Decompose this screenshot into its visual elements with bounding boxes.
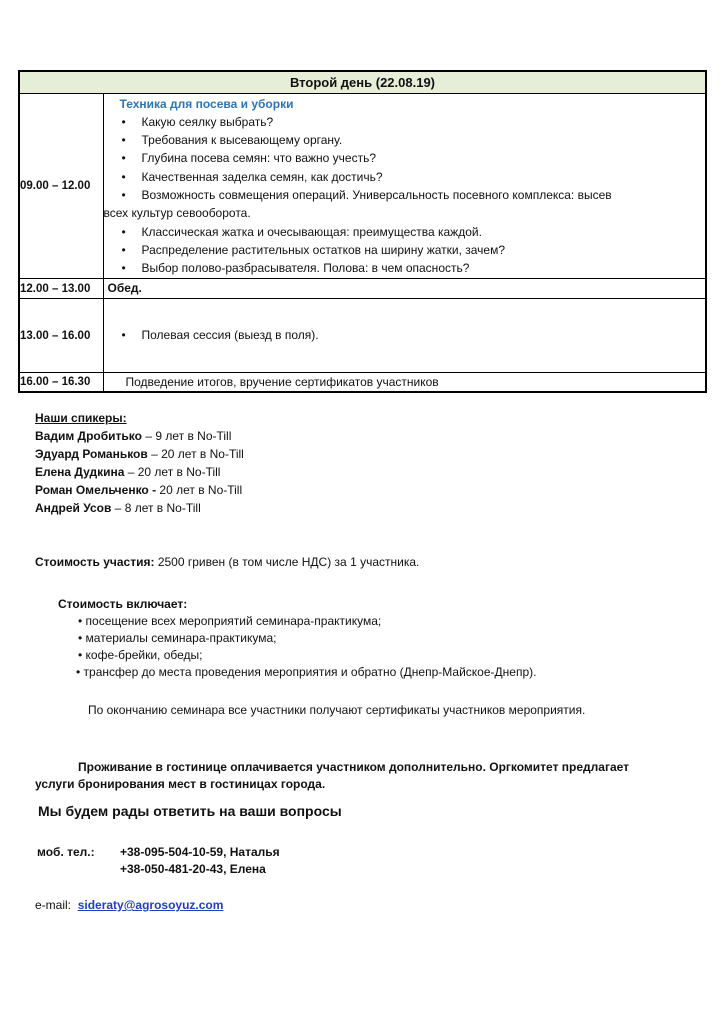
includes-item: • материалы семинара-практикума; [78, 631, 277, 645]
list-item-continuation: всех культур севооборота. [103, 206, 251, 221]
list-item: • Возможность совмещения операций. Универсальность посевного комплекса: высев [121, 188, 612, 202]
phone-label: моб. тел.: [37, 845, 95, 859]
speaker-line: Эдуард Романьков – 20 лет в No-Till [35, 447, 244, 461]
includes-title: Стоимость включает: [58, 597, 188, 611]
phone-number: +38-095-504-10-59, Наталья [120, 845, 280, 859]
questions-heading: Мы будем рады ответить на ваши вопросы [38, 803, 342, 819]
summary-text: Подведение итогов, вручение сертификатов участников [103, 373, 706, 393]
list-item: • Глубина посева семян: что важно учесть? [121, 151, 377, 166]
includes-item: • посещение всех мероприятий семинара-практикума; [78, 614, 382, 628]
accommodation-line: Проживание в гостинице оплачивается участником дополнительно. Оргкомитет предлагает [78, 760, 630, 774]
time-cell: 12.00 – 13.00 [19, 279, 103, 299]
speaker-line: Елена Дудкина – 20 лет в No-Till [35, 465, 221, 479]
time-cell: 16.00 – 16.30 [19, 373, 103, 393]
list-item: • Выбор полово-разбрасывателя. Полова: в чем опасность? [121, 261, 470, 276]
includes-item: • трансфер до места проведения мероприятия и обратно (Днепр-Майское-Днепр). [76, 665, 537, 679]
lunch-text: Обед. [103, 279, 706, 299]
list-item: • Классическая жатка и очесывающая: преимущества каждой. [121, 224, 482, 239]
speaker-line: Роман Омельченко - 20 лет в No-Till [35, 483, 243, 497]
speakers-title: Наши спикеры: [35, 411, 127, 425]
schedule-table [18, 70, 707, 393]
accommodation-line: услуги бронирования мест в гостиницах города. [35, 777, 326, 791]
schedule-content [103, 94, 706, 279]
email-link[interactable]: sideraty@agrosoyuz.com [77, 898, 224, 912]
list-item: • Распределение растительных остатков на ширину жатки, зачем? [121, 242, 506, 257]
list-item: • Какую сеялку выбрать? [121, 114, 274, 129]
section-title: Техника для посева и уборки [119, 96, 294, 111]
time-cell: 13.00 – 16.00 [19, 299, 103, 373]
list-item: • Качественная заделка семян, как достичь? [121, 169, 383, 184]
time-cell: 09.00 – 12.00 [19, 94, 103, 279]
cost-line: Стоимость участия: 2500 гривен (в том числе НДС) за 1 участника. [35, 555, 420, 569]
email-label: e-mail: [35, 898, 72, 912]
speaker-line: Вадим Дробитько – 9 лет в No-Till [35, 429, 232, 443]
speaker-line: Андрей Усов – 8 лет в No-Till [35, 501, 201, 515]
email-line [35, 898, 223, 912]
certificate-note: По окончанию семинара все участники получают сертификаты участников мероприятия. [88, 703, 586, 717]
phone-number: +38-050-481-20-43, Елена [120, 862, 266, 876]
schedule-header: Второй день (22.08.19) [19, 71, 706, 94]
list-item: • Требования к высевающему органу. [121, 133, 343, 148]
schedule-content [103, 299, 706, 373]
list-item: • Полевая сессия (выезд в поля). [121, 328, 319, 343]
includes-item: • кофе-брейки, обеды; [78, 648, 203, 662]
